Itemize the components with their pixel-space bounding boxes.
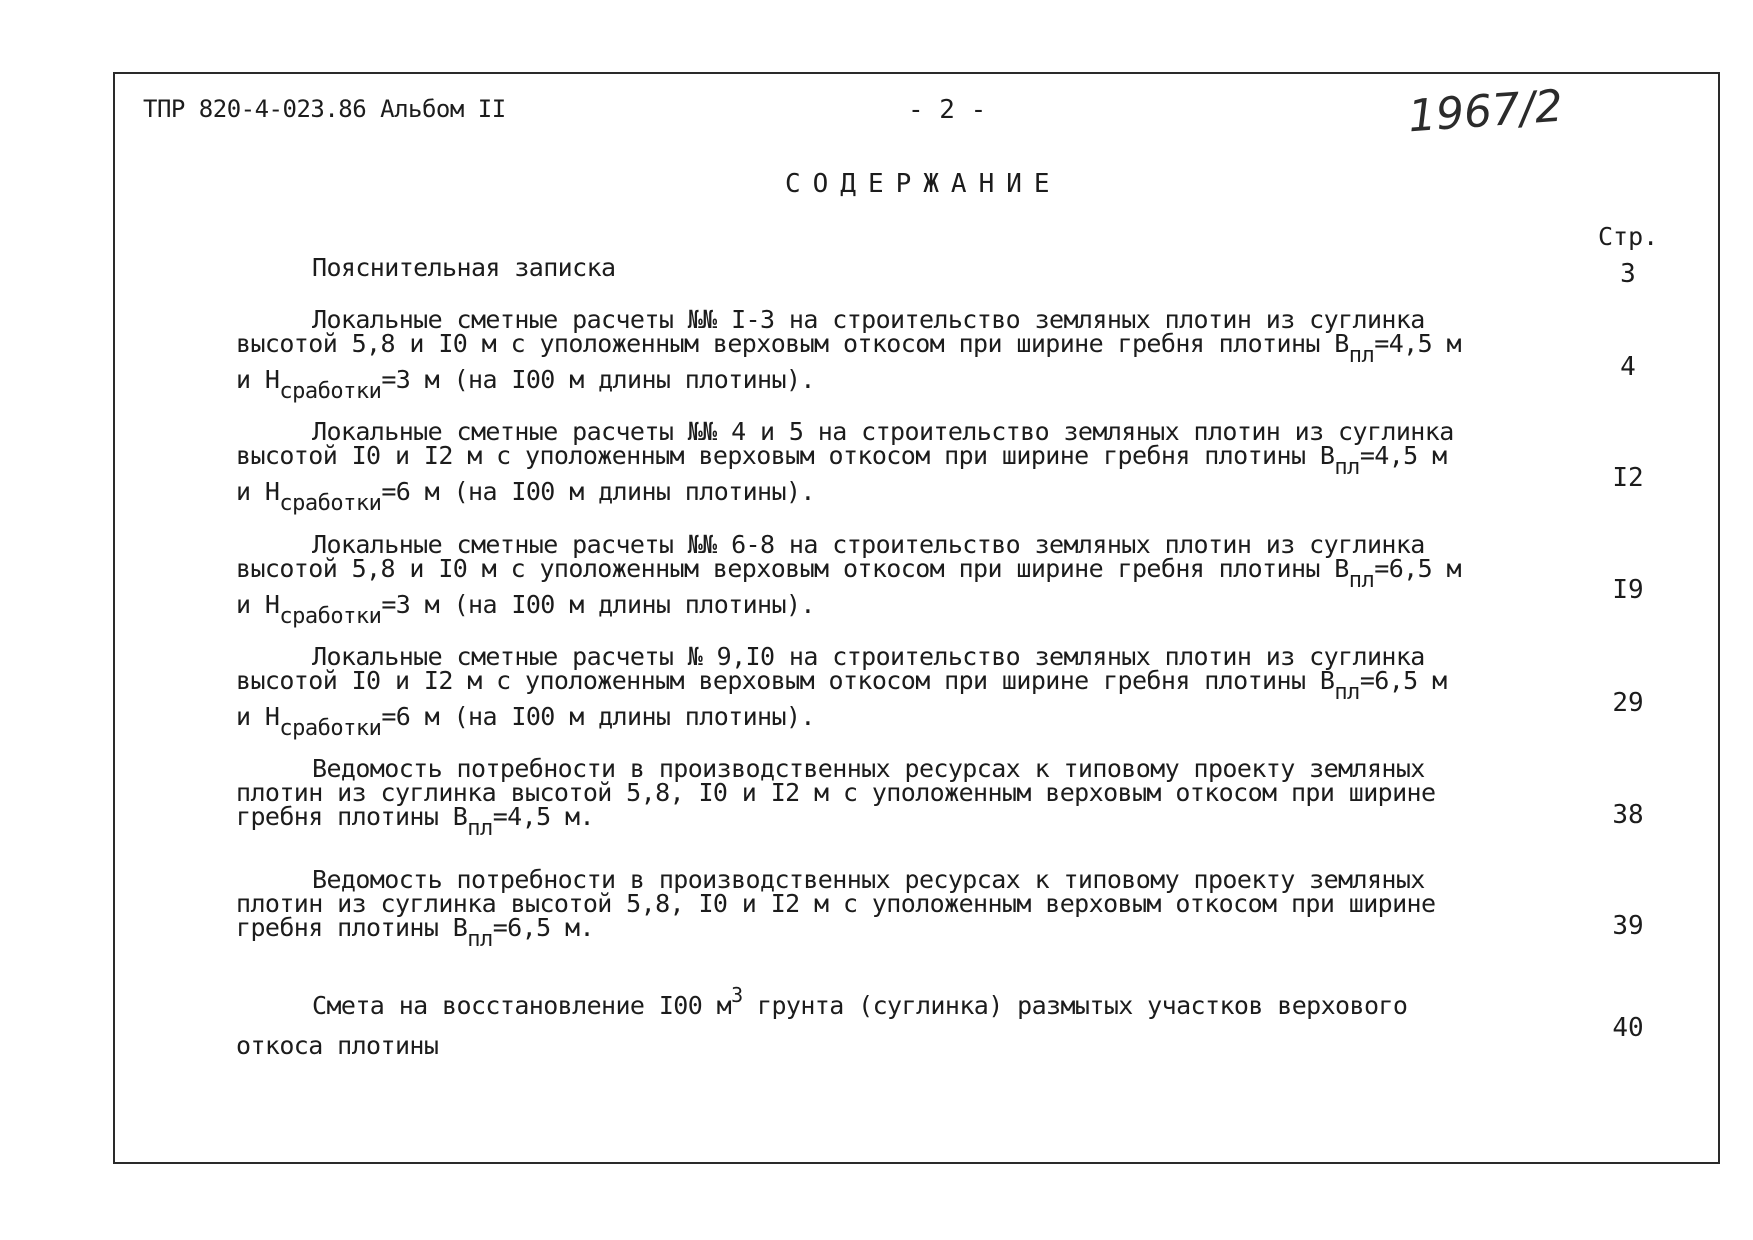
toc-page-number: 40 bbox=[1612, 1013, 1644, 1043]
page-title: СОДЕРЖАНИЕ bbox=[785, 169, 1062, 199]
handwritten-note: 1967/2 bbox=[1406, 80, 1565, 143]
toc-entry-line: Локальные сметные расчеты № 9,I0 на строительство земляных плотин из суглинка bbox=[312, 642, 1425, 671]
toc-entry-line: гребня плотины Впл=6,5 м. bbox=[236, 913, 594, 952]
toc-page-number: I2 bbox=[1612, 463, 1644, 493]
toc-page-number: 38 bbox=[1612, 800, 1644, 830]
toc-page-number: 3 bbox=[1620, 259, 1636, 289]
toc-entry-line: Локальные сметные расчеты №№ I-3 на строительство земляных плотин из суглинка bbox=[312, 305, 1425, 334]
toc-entry-line: Ведомость потребности в производственных ресурсах к типовому проекту земляных bbox=[312, 865, 1425, 894]
toc-page-number: 4 bbox=[1620, 352, 1636, 382]
toc-entry-line: и Нсработки=6 м (на I00 м длины плотины). bbox=[236, 477, 815, 516]
toc-entry-line: Смета на восстановление I00 $м^3$ грунта (суглинка) размытых участков верхового bbox=[312, 983, 1408, 1020]
page-column-label: Стр. bbox=[1598, 222, 1659, 251]
toc-entry-line: гребня плотины Впл=4,5 м. bbox=[236, 802, 594, 841]
toc-page-number: I9 bbox=[1612, 575, 1644, 605]
toc-entry-line: высотой 5,8 и I0 м с уположенным верховым откосом при ширине гребня плотины Впл=6,5 м bbox=[236, 554, 1461, 593]
toc-entry-line: высотой 5,8 и I0 м с уположенным верховым откосом при ширине гребня плотины Впл=4,5 м bbox=[236, 329, 1461, 368]
toc-entry-line: и Нсработки=3 м (на I00 м длины плотины). bbox=[236, 365, 815, 404]
toc-entry bbox=[236, 975, 1561, 1066]
toc-page-number: 39 bbox=[1612, 911, 1644, 941]
toc-entry bbox=[236, 305, 1561, 404]
toc-page-number: 29 bbox=[1612, 688, 1644, 718]
toc-entry bbox=[236, 865, 1561, 952]
toc-entry bbox=[236, 417, 1561, 516]
toc-entry bbox=[236, 642, 1561, 741]
document-code: ТПР 820-4-023.86 Альбом II bbox=[143, 95, 506, 123]
toc-entry-line: Локальные сметные расчеты №№ 6-8 на строительство земляных плотин из суглинка bbox=[312, 530, 1425, 559]
toc-entry-text: Пояснительная записка bbox=[312, 253, 616, 282]
toc-entry bbox=[236, 754, 1561, 841]
toc-entry-line: высотой I0 и I2 м с уположенным верховым откосом при ширине гребня плотины Впл=4,5 м bbox=[236, 441, 1447, 480]
toc-entry bbox=[236, 530, 1561, 629]
toc-entry bbox=[236, 253, 1561, 282]
page-number: - 2 - bbox=[908, 95, 987, 125]
toc-entry-line: Локальные сметные расчеты №№ 4 и 5 на строительство земляных плотин из суглинка bbox=[312, 417, 1454, 446]
toc-entry-line: плотин из суглинка высотой 5,8, I0 и I2 м с уположенным верховым откосом при ширине bbox=[236, 889, 1436, 918]
toc-entry-line: плотин из суглинка высотой 5,8, I0 и I2 м с уположенным верховым откосом при ширине bbox=[236, 778, 1436, 807]
toc-entry-line: и Нсработки=3 м (на I00 м длины плотины). bbox=[236, 590, 815, 629]
toc-entry-line: Ведомость потребности в производственных ресурсах к типовому проекту земляных bbox=[312, 754, 1425, 783]
toc-entry-line: откоса плотины bbox=[236, 1031, 439, 1060]
toc-entry-line: высотой I0 и I2 м с уположенным верховым откосом при ширине гребня плотины Впл=6,5 м bbox=[236, 666, 1447, 705]
toc-entry-line: и Нсработки=6 м (на I00 м длины плотины). bbox=[236, 702, 815, 741]
